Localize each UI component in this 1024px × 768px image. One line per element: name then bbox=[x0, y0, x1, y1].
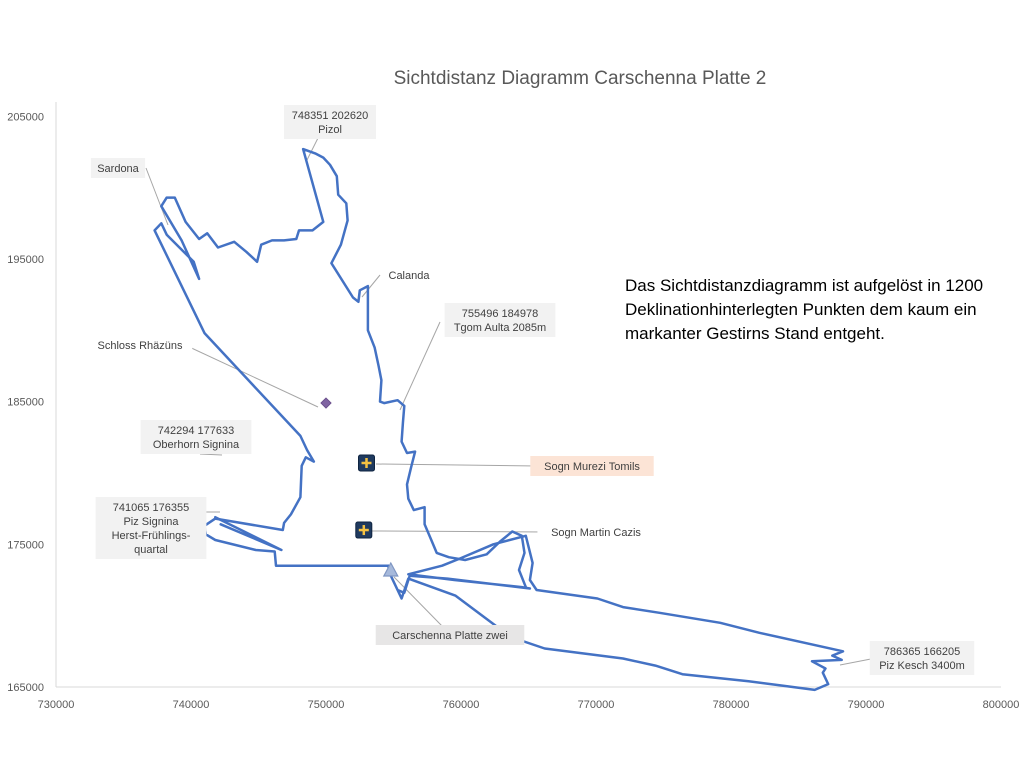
axes bbox=[7, 102, 1019, 711]
leader-sogn-martin bbox=[372, 531, 545, 532]
annotation-text: Sogn Martin Cazis bbox=[551, 527, 641, 539]
series-layer bbox=[152, 149, 843, 690]
series-line-3 bbox=[215, 517, 281, 550]
leader-sardona bbox=[146, 168, 168, 225]
annotation-text: Pizol bbox=[318, 124, 342, 136]
y-tick-label: 175000 bbox=[7, 539, 44, 552]
annotation-text: 742294 177633 bbox=[157, 425, 235, 437]
x-tick-label: 730000 bbox=[37, 699, 75, 711]
leader-schloss-rhazuns bbox=[185, 345, 318, 407]
annotation-text: Sardona bbox=[97, 163, 139, 175]
annotation-oberhorn-signina bbox=[141, 420, 252, 454]
annotation-text: 755496 184978 bbox=[461, 308, 539, 320]
chart-title: Sichtdistanz Diagramm Carschenna Platte 2 bbox=[393, 68, 767, 89]
annotation-text: Schloss Rhäzüns bbox=[97, 340, 183, 352]
annotation-piz-signina bbox=[96, 497, 207, 559]
x-tick-label: 750000 bbox=[307, 699, 345, 711]
annotation-text: Piz Signina bbox=[123, 516, 179, 528]
annotation-carschenna bbox=[376, 625, 525, 645]
annotation-text: Carschenna Platte zwei bbox=[392, 630, 508, 642]
annotation-text: 748351 202620 bbox=[291, 110, 369, 122]
x-tick-label: 780000 bbox=[712, 699, 750, 711]
annotation-text: Herst-Frühlings- bbox=[111, 530, 191, 542]
annotation-text: Calanda bbox=[388, 270, 430, 282]
point-markers bbox=[321, 398, 398, 576]
x-tick-label: 760000 bbox=[442, 699, 480, 711]
annotation-labels bbox=[88, 105, 975, 675]
x-tick-label: 770000 bbox=[577, 699, 615, 711]
leader-calanda bbox=[362, 275, 380, 297]
annotation-text: Piz Kesch 3400m bbox=[879, 660, 965, 672]
y-tick-label: 195000 bbox=[7, 253, 44, 266]
annotation-text: 786365 166205 bbox=[883, 646, 961, 658]
marker-sogn-martin-cazis bbox=[356, 522, 372, 538]
marker-schloss-rh-z-ns bbox=[321, 398, 331, 408]
annotation-text: Oberhorn Signina bbox=[152, 439, 240, 451]
annotation-sogn-murezi bbox=[530, 456, 653, 476]
annotation-text: Sogn Murezi Tomils bbox=[544, 461, 640, 473]
annotation-text: 741065 176355 bbox=[112, 502, 190, 514]
annotation-text: quartal bbox=[134, 544, 168, 556]
annotation-text: Tgom Aulta 2085m bbox=[453, 322, 547, 334]
y-tick-label: 165000 bbox=[7, 682, 44, 694]
annotation-sardona bbox=[91, 158, 145, 178]
series-line-2 bbox=[152, 149, 526, 587]
x-tick-label: 740000 bbox=[172, 699, 210, 711]
x-tick-label: 800000 bbox=[982, 699, 1020, 711]
x-tick-label: 790000 bbox=[847, 699, 885, 711]
annotation-sogn-martin bbox=[537, 522, 654, 542]
leader-tgom-aulta bbox=[400, 322, 440, 410]
leader-oberhorn-signina bbox=[200, 454, 222, 455]
annotation-piz-kesch bbox=[870, 641, 975, 675]
chart-note: Das Sichtdistanzdiagramm ist aufgelöst in 1200 Deklinationhinterlegten Punkten dem kaum ein markanter Gestirns Stand entgeht. bbox=[625, 276, 984, 343]
y-tick-label: 205000 bbox=[7, 111, 44, 124]
annotation-tgom-aulta bbox=[445, 303, 556, 337]
marker-sogn-murezi-tomils bbox=[359, 455, 375, 471]
annotation-pizol bbox=[284, 105, 376, 139]
y-tick-label: 185000 bbox=[7, 396, 44, 409]
leader-sogn-murezi bbox=[376, 464, 537, 466]
annotation-calanda bbox=[382, 265, 436, 285]
leader-carschenna bbox=[394, 577, 442, 626]
annotation-schloss-rhazuns bbox=[88, 335, 193, 355]
